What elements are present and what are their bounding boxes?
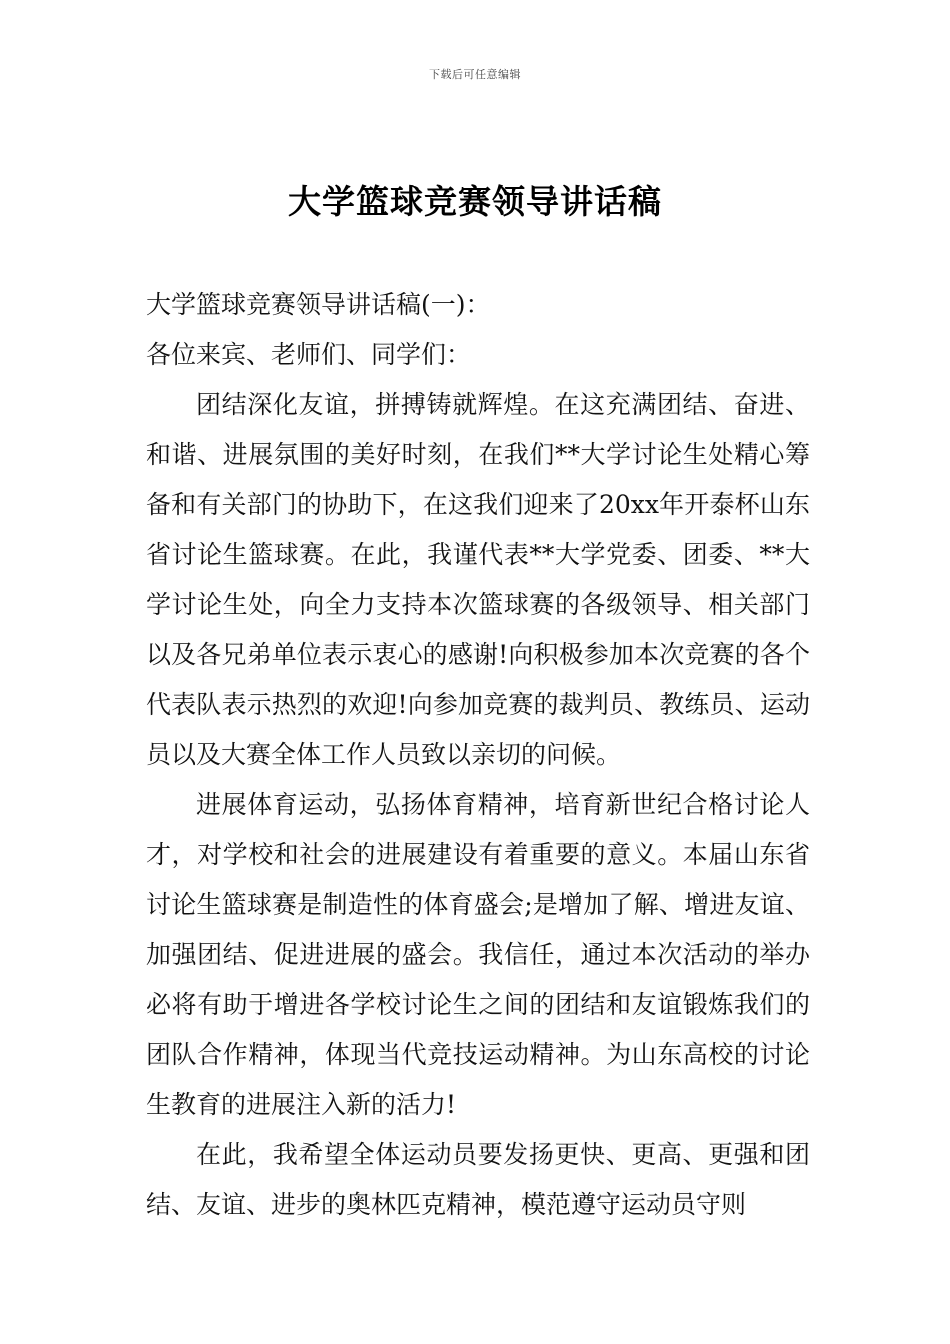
paragraph-2: 进展体育运动，弘扬体育精神，培育新世纪合格讨论人才，对学校和社会的进展建设有着重要的意义。本届山东省讨论生篮球赛是制造性的体育盛会;是增加了解、增进友谊、加强团结、促进进展的盛会。我信任，通过本次活动的举办必将有助于增进各学校讨论生之间的团结和友谊锻炼我们的团队合作精神，体现当代竞技运动精神。为山东高校的讨论生教育的进展注入新的活力! <box>146 790 810 1119</box>
paragraph-3: 在此，我希望全体运动员要发扬更快、更高、更强和团结、友谊、进步的奥林匹克精神，模范遵守运动员守则 <box>146 1140 810 1219</box>
document-title: 大学篮球竞赛领导讲话稿 <box>288 182 662 221</box>
speech-subtitle: 大学篮球竞赛领导讲话稿(一)： <box>146 290 491 319</box>
document-body <box>146 280 810 1230</box>
page-header-note: 下载后可任意编辑 <box>429 68 521 81</box>
paragraph-1: 团结深化友谊，拼搏铸就辉煌。在这充满团结、奋进、和谐、进展氛围的美好时刻，在我们**大学讨论生处精心筹备和有关部门的协助下，在这我们迎来了20xx年开泰杯山东省讨论生篮球赛。在此，我谨代表**大学党委、团委、**大学讨论生处，向全力支持本次篮球赛的各级领导、相关部门以及各兄弟单位表示衷心的感谢!向积极参加本次竞赛的各个代表队表示热烈的欢迎!向参加竞赛的裁判员、教练员、运动员以及大赛全体工作人员致以亲切的问候。 <box>146 390 810 769</box>
salutation: 各位来宾、老师们、同学们： <box>146 340 472 369</box>
